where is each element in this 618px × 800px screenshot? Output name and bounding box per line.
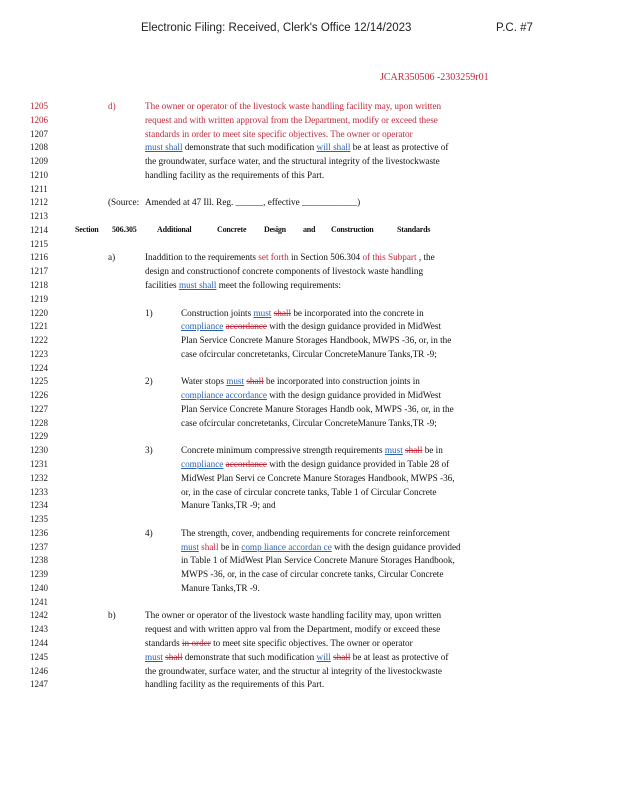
- line-text: [181, 542, 461, 552]
- line-number: 1208: [30, 142, 48, 153]
- section-heading-word: 506.305: [112, 224, 137, 234]
- line-text: [181, 528, 450, 538]
- line-text: [181, 569, 443, 579]
- text-run: demonstrate that such modification: [182, 651, 317, 662]
- line-number: 1209: [30, 156, 48, 167]
- line-number: 1221: [30, 321, 48, 332]
- section-heading-word: Design: [264, 224, 286, 234]
- document-line: [0, 349, 618, 363]
- line-number: 1215: [30, 238, 48, 249]
- text-run: Water stops: [181, 376, 227, 387]
- document-line: [0, 542, 618, 556]
- document-line: [0, 418, 618, 432]
- paragraph-marker: (Source:: [108, 197, 140, 208]
- document-line: [0, 142, 618, 156]
- document-line: [0, 638, 618, 652]
- text-run: The strength, cover, andbending requirements for concrete reinforcement: [181, 527, 450, 538]
- document-line: [0, 583, 618, 597]
- jcar-code: JCAR350506 -2303259r01: [380, 72, 489, 83]
- document-line: [0, 528, 618, 542]
- line-text: [145, 266, 423, 276]
- text-run: to meet site specific objectives. The owner or operator: [210, 638, 413, 649]
- deleted-text: shall: [165, 651, 183, 662]
- line-number: 1246: [30, 665, 48, 676]
- text-run: handling facility as the requirements of this Part.: [145, 679, 325, 690]
- text-run: case ofcircular concretetanks, Circular ConcreteManure Tanks,TR -9;: [181, 348, 437, 359]
- line-number: 1218: [30, 280, 48, 290]
- line-number: 1235: [30, 514, 48, 525]
- line-number: 1210: [30, 169, 48, 180]
- document-line: [0, 101, 618, 115]
- line-number: 1247: [30, 679, 48, 690]
- text-run: design and constructionof concrete components of livestock waste handling: [145, 266, 424, 277]
- text-run: meet the following requirements:: [216, 280, 341, 290]
- document-line: [0, 679, 618, 693]
- text-run: be in: [422, 445, 443, 456]
- inserted-text: must: [384, 445, 403, 456]
- line-text: [181, 321, 441, 331]
- subparagraph-marker: 3): [145, 445, 153, 456]
- document-line: [0, 239, 618, 253]
- line-number: 1230: [30, 445, 48, 456]
- text-run: handling facility as the requirements of this Part.: [145, 169, 325, 180]
- text-run: be at least as protective of: [350, 651, 449, 662]
- text-run: be at least as protective of: [350, 142, 449, 153]
- line-text: [145, 170, 324, 180]
- deleted-text: accordance: [225, 459, 267, 470]
- document-line: [0, 445, 618, 459]
- document-line: [0, 500, 618, 514]
- line-number: 1240: [30, 582, 48, 593]
- line-number: 1239: [30, 569, 48, 580]
- line-text: [145, 280, 341, 290]
- text-run: the groundwater, surface water, and the structural integrity of the livestockwaste: [145, 156, 440, 167]
- document-line: [0, 610, 618, 624]
- text-run: MWPS -36, or, in the case of circular concrete tanks, Circular Concrete: [181, 569, 444, 580]
- text-run: with the design guidance provided: [331, 541, 461, 552]
- text-run: demonstrate that such modification: [182, 142, 317, 153]
- text-run: or, in the case of circular concrete tanks, Table 1 of Circular Concrete: [181, 486, 437, 497]
- text-run: facilities: [145, 280, 179, 290]
- inserted-text: must: [226, 376, 245, 387]
- line-text: [145, 610, 441, 620]
- inserted-text: The owner or operator of the livestock waste handling facility may, upon written: [145, 101, 442, 111]
- document-line: [0, 569, 618, 583]
- section-heading-word: and: [303, 224, 316, 234]
- section-heading-word: Standards: [397, 224, 431, 234]
- inserted-text: request and with written approval from the Department, modify or exceed these: [145, 114, 438, 125]
- deleted-text: shall: [246, 376, 264, 387]
- line-number: 1214: [30, 224, 48, 235]
- section-heading-word: Additional: [157, 224, 192, 234]
- inserted-text: will shall: [316, 142, 351, 153]
- inserted-text: must shall: [178, 280, 217, 290]
- inserted-text: standards in order to meet site specific objectives. The owner or operator: [145, 128, 413, 139]
- line-number: 1234: [30, 500, 48, 511]
- document-line: [0, 624, 618, 638]
- deleted-text: shall: [273, 307, 292, 318]
- line-text: [145, 197, 360, 207]
- page-code: P.C. #7: [496, 22, 533, 34]
- document-line: [0, 197, 618, 211]
- text-run: with the design guidance provided in MidWest: [266, 390, 441, 401]
- line-text: [181, 487, 436, 497]
- inserted-text: comp liance accordan ce: [241, 541, 332, 552]
- line-text: [145, 638, 413, 648]
- line-text: [181, 555, 455, 565]
- line-number: 1241: [30, 596, 48, 607]
- line-text: [181, 335, 451, 345]
- text-run: Concrete minimum compressive strength requirements: [181, 445, 385, 456]
- text-run: request and with written appro val from the Department, modify or exceed these: [145, 624, 441, 635]
- line-text: [181, 390, 441, 400]
- line-number: 1224: [30, 362, 48, 373]
- section-heading-word: Section: [75, 224, 99, 234]
- text-run: be in: [218, 541, 242, 552]
- text-run: Amended at 47 Ill. Reg. ______, effective ____________): [145, 197, 361, 208]
- line-number: 1226: [30, 390, 48, 401]
- document-line: [0, 514, 618, 528]
- line-text: [181, 500, 276, 510]
- line-text: [145, 252, 435, 262]
- text-run: be incorporated into construction joints in: [263, 376, 420, 387]
- text-run: with the design guidance provided in Table 28 of: [266, 459, 450, 470]
- line-number: 1216: [30, 252, 48, 263]
- line-number: 1228: [30, 417, 48, 428]
- inserted-text: set forth: [258, 252, 289, 263]
- line-number: 1222: [30, 335, 48, 346]
- line-text: [145, 129, 413, 139]
- deleted-text: shall: [405, 445, 423, 456]
- line-number: 1229: [30, 431, 48, 442]
- document-line: [0, 308, 618, 322]
- document-line: [0, 170, 618, 184]
- line-number: 1225: [30, 376, 48, 387]
- text-run: Construction joints: [181, 307, 254, 318]
- document-line: [0, 404, 618, 418]
- text-run: Inaddition to the requirements: [145, 252, 259, 263]
- line-number: 1237: [30, 541, 48, 552]
- inserted-text: must: [253, 307, 272, 318]
- document-line: [0, 431, 618, 445]
- text-run: Plan Service Concrete Manure Storages Handb ook, MWPS -36, or, in the: [181, 403, 454, 414]
- line-number: 1243: [30, 624, 48, 635]
- text-run: with the design guidance provided in MidWest: [266, 321, 442, 332]
- document-line: [0, 376, 618, 390]
- line-text: [181, 459, 449, 469]
- line-number: 1236: [30, 527, 48, 538]
- text-run: The owner or operator of the livestock waste handling facility may, upon written: [145, 610, 442, 621]
- inserted-text: will: [316, 651, 331, 662]
- line-number: 1213: [30, 211, 48, 222]
- line-text: [181, 349, 437, 359]
- inserted-text: must: [181, 541, 199, 552]
- inserted-text: compliance: [181, 459, 224, 470]
- deleted-text: accordance: [225, 321, 267, 332]
- document-line: [0, 184, 618, 198]
- line-number: 1244: [30, 638, 48, 649]
- document-line: [0, 129, 618, 143]
- line-number: 1231: [30, 459, 48, 470]
- line-number: 1232: [30, 472, 48, 483]
- line-text: [145, 115, 438, 125]
- line-text: [181, 418, 437, 428]
- line-number: 1223: [30, 348, 48, 359]
- line-number: 1205: [30, 101, 48, 111]
- paragraph-marker: b): [108, 610, 116, 621]
- text-run: MidWest Plan Servi ce Concrete Manure Storages Handbook, MWPS -36,: [181, 472, 455, 483]
- text-run: be incorporated into the concrete in: [291, 307, 424, 318]
- line-text: [181, 583, 260, 593]
- line-text: [145, 652, 448, 662]
- document-line: [0, 459, 618, 473]
- document-line: [0, 335, 618, 349]
- inserted-text: of this Subpart: [362, 252, 417, 263]
- line-number: 1206: [30, 114, 48, 125]
- text-run: , the: [416, 252, 435, 263]
- line-number: 1245: [30, 651, 48, 662]
- document-line: [0, 156, 618, 170]
- inserted-text: shall: [201, 541, 219, 552]
- line-number: 1238: [30, 555, 48, 566]
- text-run: Manure Tanks,TR -9.: [181, 582, 260, 593]
- text-run: in Table 1 of MidWest Plan Service Concrete Manure Storages Handbook,: [181, 555, 455, 566]
- document-line: [0, 363, 618, 377]
- document-line: [0, 666, 618, 680]
- subparagraph-marker: 4): [145, 527, 153, 538]
- document-line: [0, 555, 618, 569]
- line-text: [145, 624, 440, 634]
- line-number: 1219: [30, 293, 48, 304]
- document-line: [0, 225, 618, 239]
- line-number: 1242: [30, 610, 48, 621]
- document-line: [0, 294, 618, 308]
- line-number: 1217: [30, 266, 48, 277]
- line-number: 1233: [30, 486, 48, 497]
- document-line: [0, 266, 618, 280]
- line-text: [181, 473, 455, 483]
- line-text: [145, 679, 324, 689]
- paragraph-marker: a): [108, 252, 116, 263]
- document-line: [0, 252, 618, 266]
- inserted-text: compliance: [181, 321, 224, 332]
- text-run: standards: [145, 638, 182, 649]
- document-line: [0, 652, 618, 666]
- line-text: [145, 666, 442, 676]
- text-run: the groundwater, surface water, and the structur al integrity of the livestockwaste: [145, 665, 442, 676]
- line-text: [181, 376, 420, 386]
- document-line: [0, 321, 618, 335]
- line-text: [181, 445, 443, 455]
- line-number: 1227: [30, 403, 48, 414]
- line-text: [145, 156, 440, 166]
- line-text: [145, 101, 441, 111]
- paragraph-marker: d): [108, 101, 116, 111]
- document-line: [0, 211, 618, 225]
- document-line: [0, 390, 618, 404]
- text-run: Manure Tanks,TR -9; and: [181, 500, 276, 511]
- text-run: in Section 506.304: [288, 252, 363, 263]
- subparagraph-marker: 2): [145, 376, 153, 387]
- line-number: 1220: [30, 307, 48, 318]
- line-number: 1207: [30, 128, 48, 139]
- line-text: [181, 308, 424, 318]
- line-text: [145, 142, 448, 152]
- text-run: case ofcircular concretetanks, Circular ConcreteManure Tanks,TR -9;: [181, 417, 437, 428]
- line-number: 1212: [30, 197, 48, 208]
- document-line: [0, 473, 618, 487]
- deleted-text: shall: [333, 651, 351, 662]
- section-heading-word: Construction: [331, 224, 374, 234]
- document-line: [0, 597, 618, 611]
- text-run: Plan Service Concrete Manure Storages Handbook, MWPS -36, or, in the: [181, 335, 452, 346]
- document-line: [0, 280, 618, 294]
- subparagraph-marker: 1): [145, 307, 153, 318]
- inserted-text: must shall: [145, 142, 183, 153]
- inserted-text: compliance accordance: [181, 390, 267, 401]
- inserted-text: must: [145, 651, 163, 662]
- document-line: [0, 487, 618, 501]
- line-number: 1211: [30, 183, 48, 194]
- deleted-text: in order: [182, 638, 211, 649]
- line-text: [181, 404, 454, 414]
- filing-stamp: Electronic Filing: Received, Clerk's Office 12/14/2023: [141, 22, 412, 34]
- section-heading-word: Concrete: [217, 224, 247, 234]
- document-line: [0, 115, 618, 129]
